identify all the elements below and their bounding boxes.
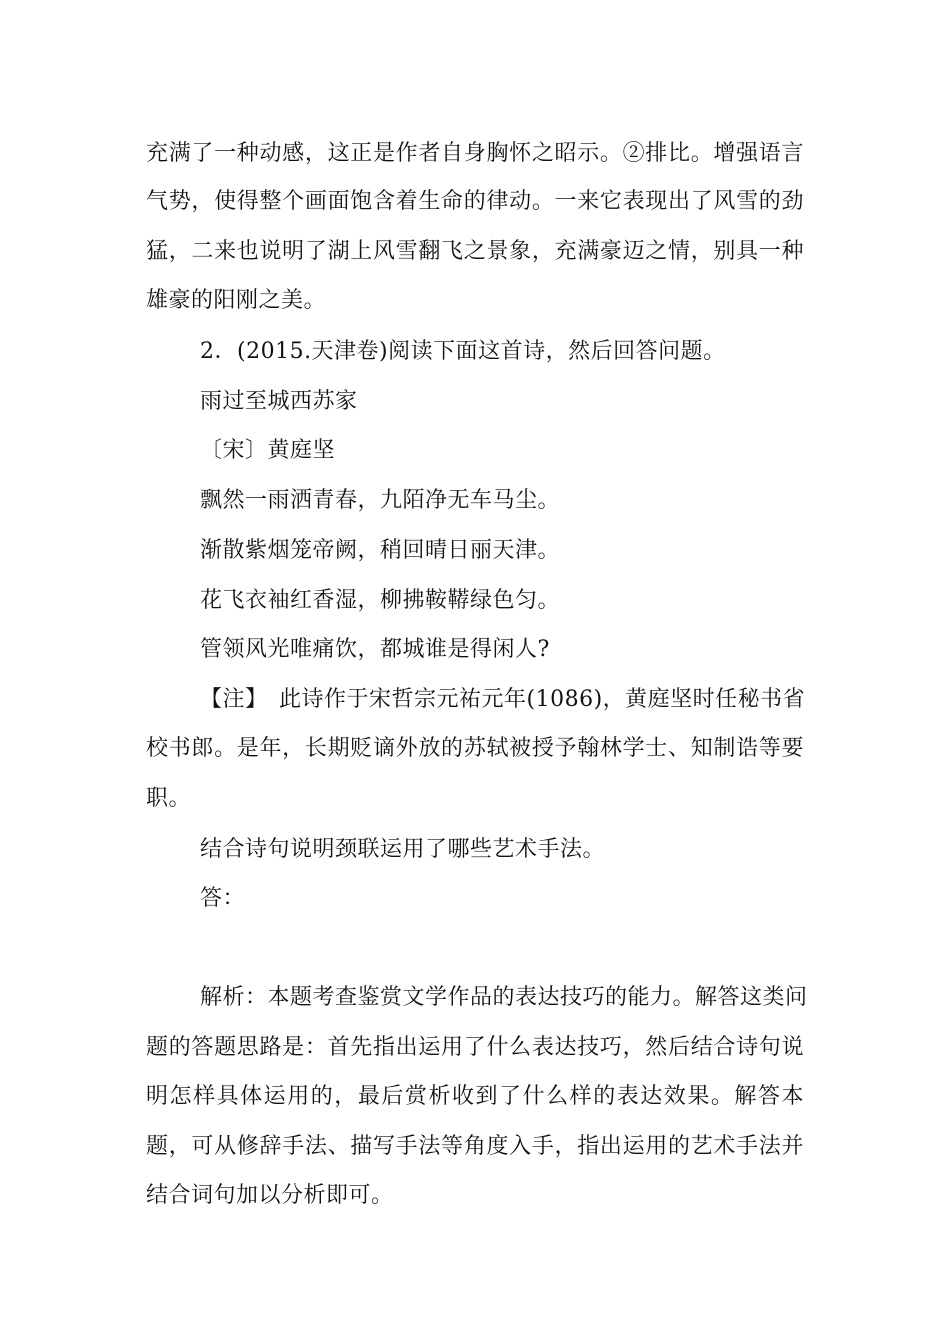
analysis-line1: 解析：本题考查鉴赏文学作品的表达技巧的能力。解答这类问: [200, 985, 808, 1010]
poem-author: 〔宋〕黄庭坚: [200, 438, 336, 463]
poem-line: 渐散紫烟笼帝阙，稍回晴日丽天津。: [200, 538, 561, 563]
poem-title: 雨过至城西苏家: [200, 389, 358, 414]
question-prompt: 结合诗句说明颈联运用了哪些艺术手法。: [200, 837, 606, 862]
poem-line: 花飞衣袖红香湿，柳拂鞍鞯绿色匀。: [200, 588, 561, 613]
note-line3: 职。: [146, 786, 192, 811]
note-line1: 【注】 此诗作于宋哲宗元祐元年(1086)，黄庭坚时任秘书省: [200, 687, 806, 712]
question-heading: 2．(2015.天津卷)阅读下面这首诗，然后回答问题。: [200, 339, 726, 364]
answer-label: 答：: [200, 886, 246, 911]
note-line2: 校书郎。是年，长期贬谪外放的苏轼被授予翰林学士、知制诰等要: [146, 736, 804, 761]
paragraph1-line3: 猛，二来也说明了湖上风雪翻飞之景象，充满豪迈之情，别具一种: [146, 239, 804, 264]
analysis-line5: 结合词句加以分析即可。: [146, 1183, 394, 1208]
paragraph1-line4: 雄豪的阳刚之美。: [146, 288, 327, 313]
paragraph1-line1: 充满了一种动感，这正是作者自身胸怀之昭示。②排比。增强语言: [146, 141, 804, 166]
poem-line: 管领风光唯痛饮，都城谁是得闲人?: [200, 637, 550, 662]
analysis-line4: 题，可从修辞手法、描写手法等角度入手，指出运用的艺术手法并: [146, 1134, 804, 1159]
poem-line: 飘然一雨洒青春，九陌净无车马尘。: [200, 488, 561, 513]
analysis-line3: 明怎样具体运用的，最后赏析收到了什么样的表达效果。解答本: [146, 1084, 804, 1109]
paragraph1-line2: 气势，使得整个画面饱含着生命的律动。一来它表现出了风雪的劲: [146, 189, 804, 214]
analysis-line2: 题的答题思路是：首先指出运用了什么表达技巧，然后结合诗句说: [146, 1035, 804, 1060]
